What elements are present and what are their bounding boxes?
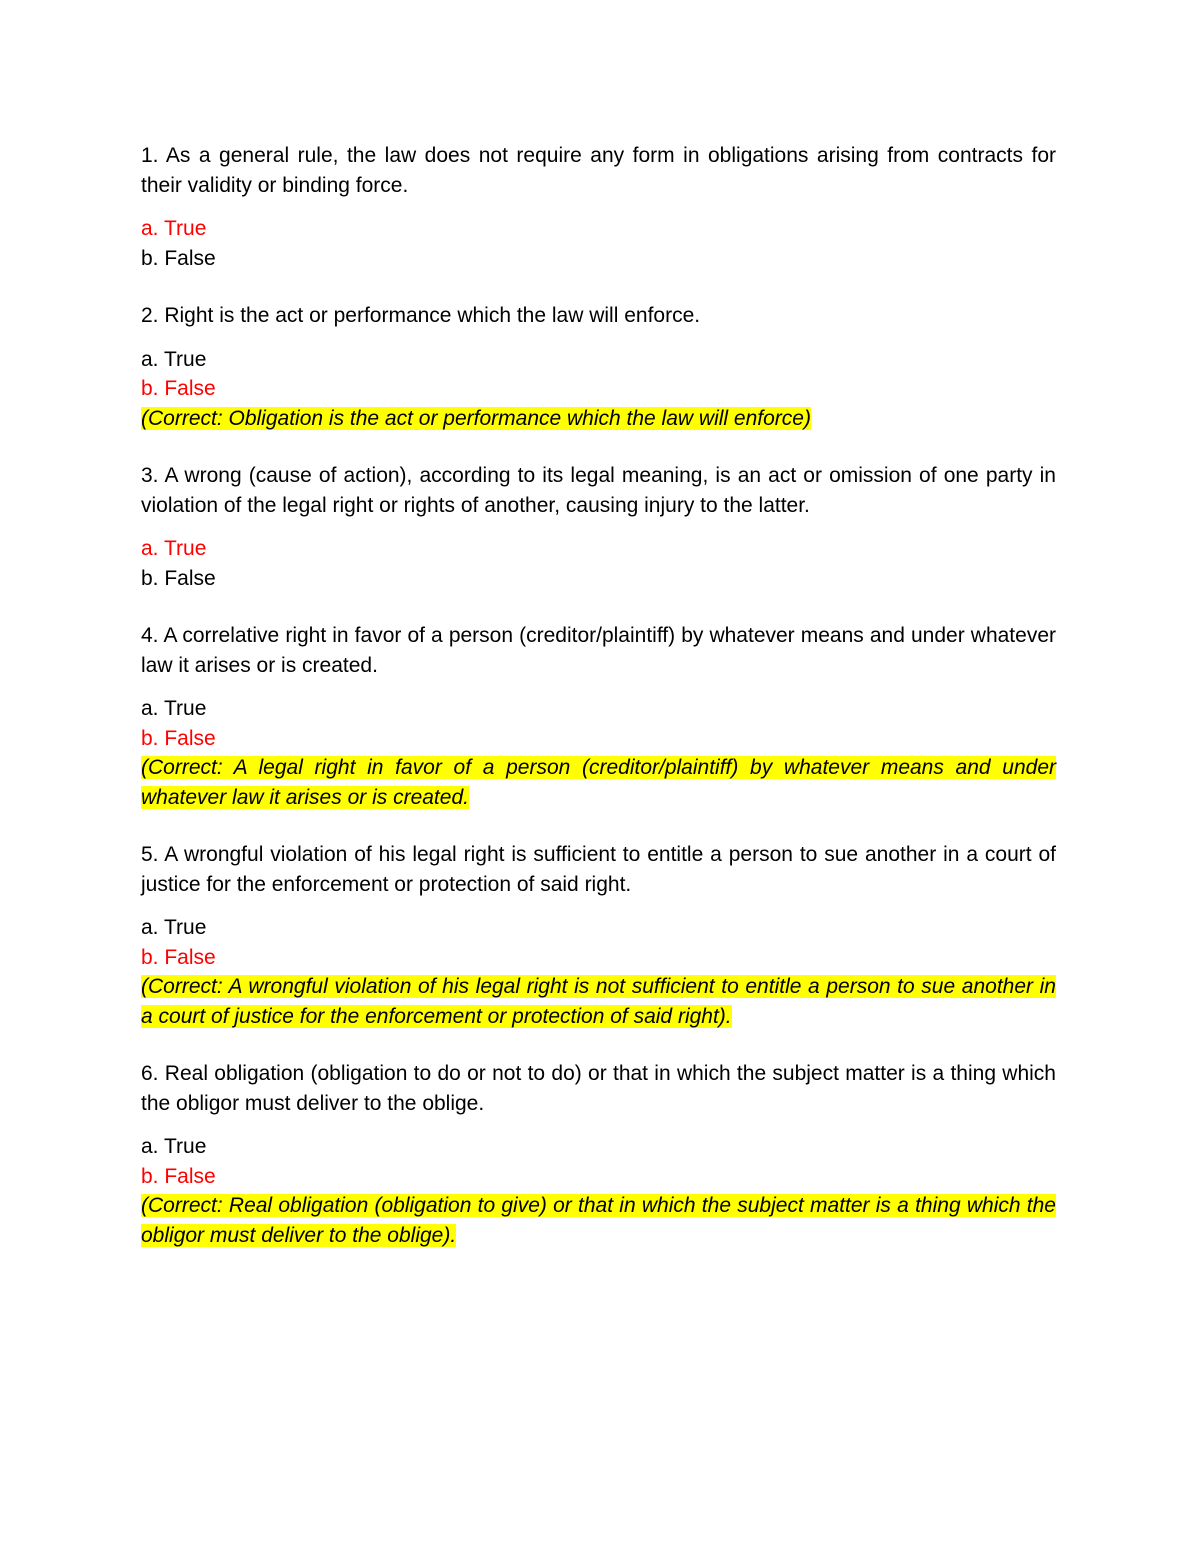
correction-note	[141, 404, 1056, 434]
correction-note	[141, 1191, 1056, 1250]
question-block-2	[141, 301, 1056, 433]
answer-options	[141, 345, 1056, 434]
option-false: b. False	[141, 246, 216, 270]
question-text: 6. Real obligation (obligation to do or not to do) or that in which the subject matter is a thing which the obligor must deliver to the oblige.	[141, 1062, 1056, 1115]
option-true: a. True	[141, 697, 207, 720]
option-true: a. True	[141, 347, 207, 371]
option-true: a. True	[141, 916, 207, 939]
answer-options	[141, 694, 1056, 812]
option-false: b. False	[141, 945, 216, 969]
question-block-1	[141, 141, 1056, 273]
question-text: 3. A wrong (cause of action), according to its legal meaning, is an act or omission of one party in violation of the legal right or rights of another, causing injury to the latter.	[141, 464, 1056, 517]
answer-options	[141, 1132, 1056, 1250]
question-block-4	[141, 621, 1056, 812]
question-text: 4. A correlative right in favor of a person (creditor/plaintiff) by whatever means and under whatever law it arises or is created.	[141, 624, 1056, 677]
question-block-6	[141, 1059, 1056, 1250]
option-false: b. False	[141, 726, 216, 750]
question-text: 5. A wrongful violation of his legal right is sufficient to entitle a person to sue another in a court of justice for the enforcement or protection of said right.	[141, 843, 1056, 896]
answer-options	[141, 913, 1056, 1031]
correction-note	[141, 753, 1056, 812]
answer-options	[141, 534, 1056, 593]
question-block-3	[141, 461, 1056, 593]
correction-note-text: (Correct: A legal right in favor of a person (creditor/plaintiff) by whatever means and under whatever law it arises or is created.	[141, 756, 1056, 809]
answer-options	[141, 214, 1056, 273]
option-false: b. False	[141, 377, 216, 400]
correction-note-text: (Correct: A wrongful violation of his legal right is not sufficient to entitle a person to sue another in a court of justice for the enforcement or protection of said right).	[141, 975, 1056, 1028]
option-true: a. True	[141, 217, 207, 240]
option-false: b. False	[141, 566, 216, 590]
correction-note-text: (Correct: Obligation is the act or performance which the law will enforce)	[141, 406, 811, 430]
question-list	[141, 141, 1056, 1278]
option-false: b. False	[141, 1164, 216, 1188]
correction-note-text: (Correct: Real obligation (obligation to give) or that in which the subject matter is a thing which the obligor must deliver to the oblige).	[141, 1194, 1056, 1247]
option-true: a. True	[141, 537, 207, 560]
question-text: 1. As a general rule, the law does not require any form in obligations arising from contracts for their validity or binding force.	[141, 144, 1056, 197]
question-block-5	[141, 840, 1056, 1031]
correction-note	[141, 972, 1056, 1031]
option-true: a. True	[141, 1135, 207, 1158]
question-text: 2. Right is the act or performance which the law will enforce.	[141, 304, 701, 327]
